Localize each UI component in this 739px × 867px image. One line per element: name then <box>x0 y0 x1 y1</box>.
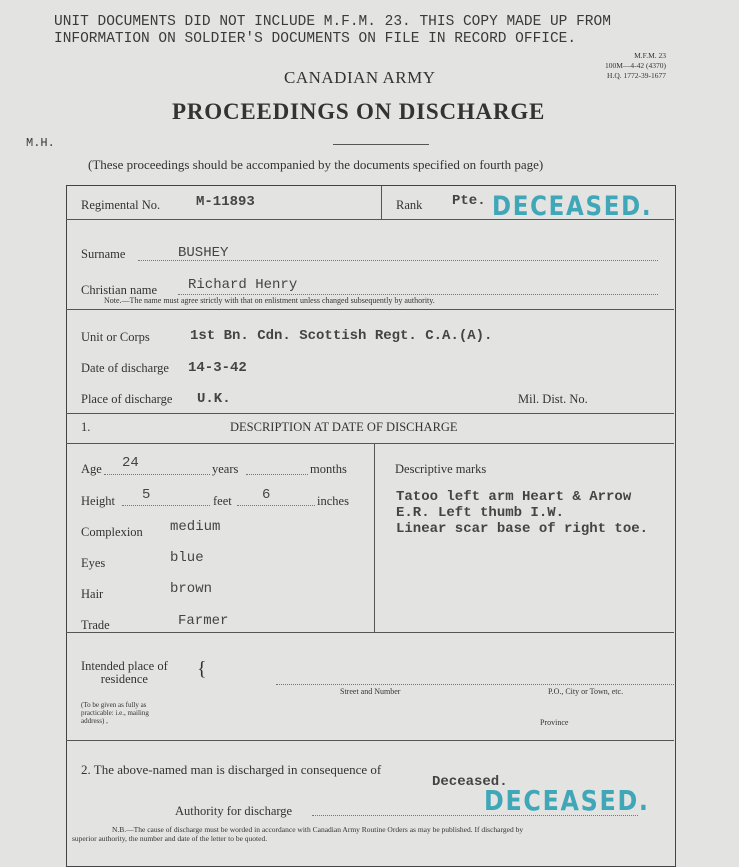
surname-label: Surname <box>81 247 126 261</box>
regimental-no-value: M-11893 <box>196 194 255 210</box>
discharge-place-label: Place of discharge <box>81 392 173 406</box>
trade-label: Trade <box>81 618 110 632</box>
rank-label: Rank <box>396 198 423 212</box>
residence-label-line: residence <box>100 672 148 686</box>
nb-note <box>72 825 523 843</box>
unit-value: 1st Bn. Cdn. Scottish Regt. C.A.(A). <box>190 328 493 344</box>
height-feet-value: 5 <box>142 487 151 503</box>
mark-line: E.R. Left thumb I.W. <box>396 505 565 521</box>
months-label: months <box>310 462 347 476</box>
christian-name-label: Christian name <box>81 283 158 297</box>
age-value: 24 <box>122 455 139 471</box>
hair-value: brown <box>170 581 213 597</box>
brace: { <box>197 658 207 680</box>
age-label: Age <box>81 462 102 476</box>
form-code-line: M.F.M. 23 <box>634 51 666 60</box>
residence-note-line: address) , <box>81 717 108 725</box>
residence-note <box>81 701 149 725</box>
residence-label <box>81 660 168 686</box>
nb-line: N.B.—The cause of discharge must be worded in accordance with Canadian Army Routine Orders as may be published. If discharged by <box>112 825 524 834</box>
page-title: PROCEEDINGS ON DISCHARGE <box>172 99 546 124</box>
rank-value: Pte. <box>452 193 486 209</box>
header-note-line: INFORMATION ON SOLDIER'S DOCUMENTS ON FILE IN RECORD OFFICE. <box>54 31 577 47</box>
discharge-reason: Deceased. <box>432 774 508 790</box>
descriptive-marks <box>396 489 648 537</box>
height-inches-value: 6 <box>262 487 271 503</box>
province-label: Province <box>540 718 569 727</box>
eyes-value: blue <box>170 550 204 566</box>
description-heading: DESCRIPTION AT DATE OF DISCHARGE <box>230 420 458 434</box>
form-code-line: 100M—4-42 (4370) <box>604 61 666 70</box>
mil-dist-label: Mil. Dist. No. <box>518 392 588 406</box>
mark-line: Tatoo left arm Heart & Arrow <box>396 489 632 505</box>
discharge-date-label: Date of discharge <box>81 361 169 375</box>
trade-value: Farmer <box>178 613 229 629</box>
deceased-stamp: DECEASED. <box>484 784 650 817</box>
residence-note-line: practicable: i.e., mailing <box>81 709 149 717</box>
form-code-line: H.Q. 1772-39-1677 <box>607 71 666 80</box>
nb-line: superior authority, the number and date of the letter to be quoted. <box>72 834 268 843</box>
inches-label: inches <box>317 494 349 508</box>
surname-value: BUSHEY <box>178 245 229 261</box>
years-label: years <box>212 462 239 476</box>
city-label: P.O., City or Town, etc. <box>548 687 624 696</box>
discharge-date-value: 14-3-42 <box>188 360 247 376</box>
residence-label-line: Intended place of <box>81 659 168 673</box>
section-number: 1. <box>81 420 91 434</box>
subtitle: (These proceedings should be accompanied by the documents specified on fourth page) <box>88 157 544 172</box>
street-label: Street and Number <box>340 687 401 696</box>
divider <box>333 144 429 145</box>
feet-label: feet <box>213 494 232 508</box>
residence-note-line: (To be given as fully as <box>81 701 147 709</box>
complexion-label: Complexion <box>81 525 143 539</box>
complexion-value: medium <box>170 519 221 535</box>
discharge-place-value: U.K. <box>197 391 231 407</box>
margin-note: M.H. <box>26 136 55 150</box>
discharge-text: 2. The above-named man is discharged in consequence of <box>81 762 382 777</box>
mark-line: Linear scar base of right toe. <box>396 521 649 537</box>
hair-label: Hair <box>81 587 104 601</box>
descriptive-marks-label: Descriptive marks <box>395 462 487 476</box>
height-label: Height <box>81 494 116 508</box>
organization: CANADIAN ARMY <box>284 68 436 87</box>
form-code <box>586 51 666 81</box>
regimental-no-label: Regimental No. <box>81 198 161 212</box>
deceased-stamp: DECEASED. <box>492 191 653 222</box>
name-note: Note.—The name must agree strictly with that on enlistment unless changed subsequently by authority. <box>104 296 435 305</box>
authority-label: Authority for discharge <box>175 804 293 818</box>
header-note <box>54 14 611 48</box>
eyes-label: Eyes <box>81 556 106 570</box>
unit-label: Unit or Corps <box>81 330 150 344</box>
header-note-line: UNIT DOCUMENTS DID NOT INCLUDE M.F.M. 23. THIS COPY MADE UP FROM <box>54 14 611 30</box>
christian-name-value: Richard Henry <box>188 277 298 293</box>
